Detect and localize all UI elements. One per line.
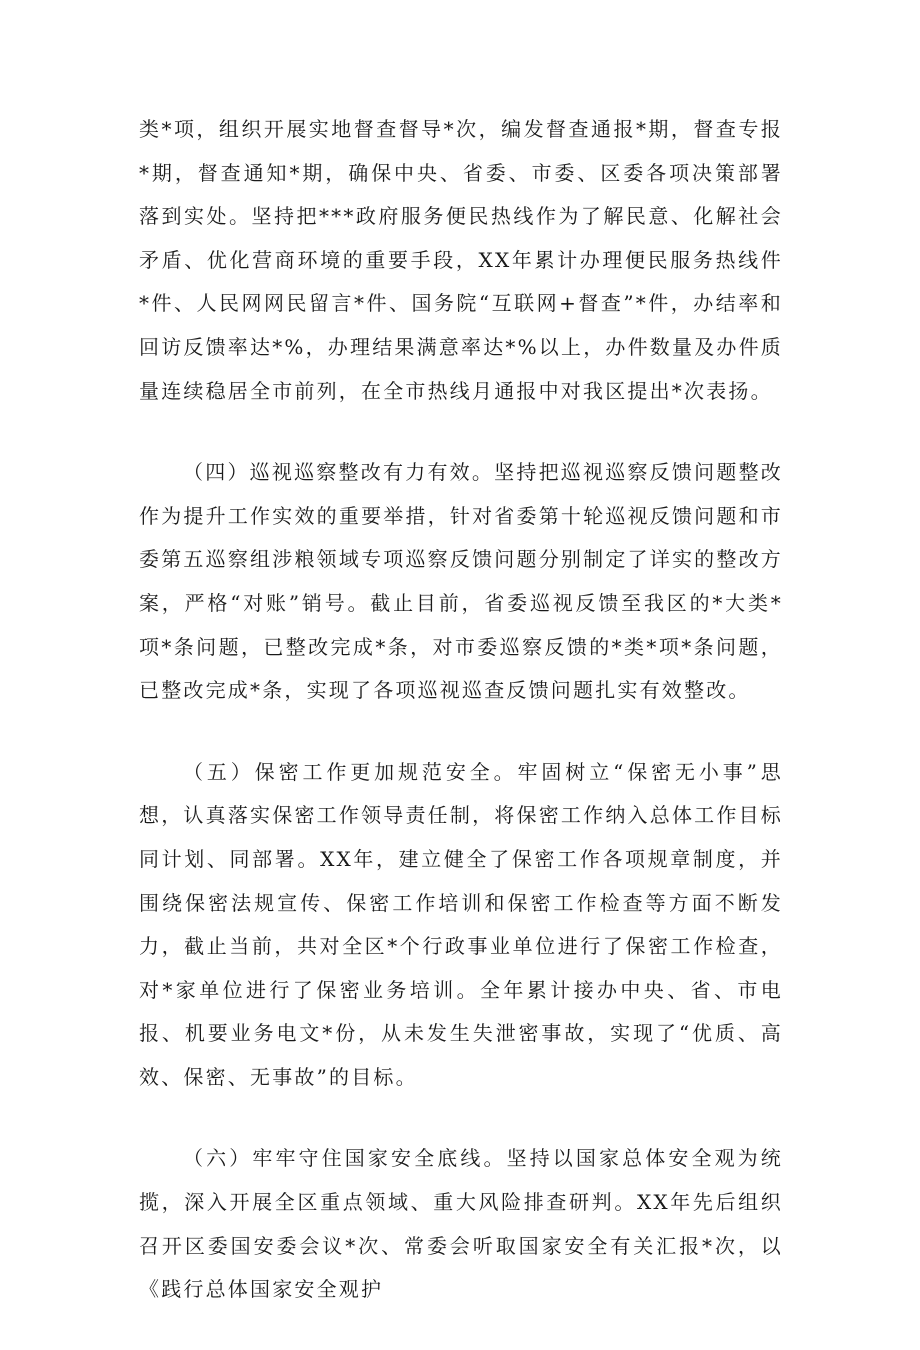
paragraph-text: 类*项，组织开展实地督查督导*次，编发督查通报*期，督查专报*期，督查通知*期，确保中央、省委、市委、区委各项决策部署落到实处。坚持把***政府服务便民热线作为了解民意、化解社会矛盾、优化营商环境的重要手段，XX年累计办理便民服务热线件*件、人民网网民留言*件、国务院“互联网+督查”*件，办结率和回访反馈率达*%，办理结果满意率达*%以上，办件数量及办件质量连续稳居全市前列，在全市热线月通报中对我区提出*次表扬。: [139, 117, 784, 403]
document-page: [139, 108, 783, 1350]
paragraph-text: 坚持把巡视巡察反馈问题整改作为提升工作实效的重要举措，针对省委第十轮巡视反馈问题和市委第五巡察组涉粮领域专项巡察反馈问题分别制定了详实的整改方案，严格“对账”销号。截止目前，省委巡视反馈至我区的*大类*项*条问题，已整改完成*条，对市委巡察反馈的*类*项*条问题，已整改完成*条，实现了各项巡视巡查反馈问题扎实有效整改。: [139, 460, 783, 703]
section-heading-6: （六）牢牢守住国家安全底线。: [183, 1146, 507, 1171]
section-heading-4: （四）巡视巡察整改有力有效。: [183, 460, 495, 485]
paragraph-continuation: [139, 108, 783, 413]
section-heading-5: （五）保密工作更加规范安全。: [183, 759, 518, 784]
paragraph-text: 牢固树立“保密无小事”思想，认真落实保密工作领导责任制，将保密工作纳入总体工作目标同计划、同部署。XX年，建立健全了保密工作各项规章制度，并围绕保密法规宣传、保密工作培训和保密工作检查等方面不断发力，截止当前，共对全区*个行政事业单位进行了保密工作检查，对*家单位进行了保密业务培训。全年累计接办中央、省、市电报、机要业务电文*份，从未发生失泄密事故，实现了“优质、高效、保密、无事故”的目标。: [139, 759, 783, 1089]
paragraph-text: 坚持以国家总体安全观为统揽，深入开展全区重点领域、重大风险排查研判。XX年先后组织召开区委国安委会议*次、常委会听取国家安全有关汇报*次，以《践行总体国家安全观护: [139, 1146, 783, 1302]
paragraph-section-4: [139, 451, 783, 713]
paragraph-section-5: [139, 751, 783, 1100]
paragraph-section-6: [139, 1137, 783, 1311]
